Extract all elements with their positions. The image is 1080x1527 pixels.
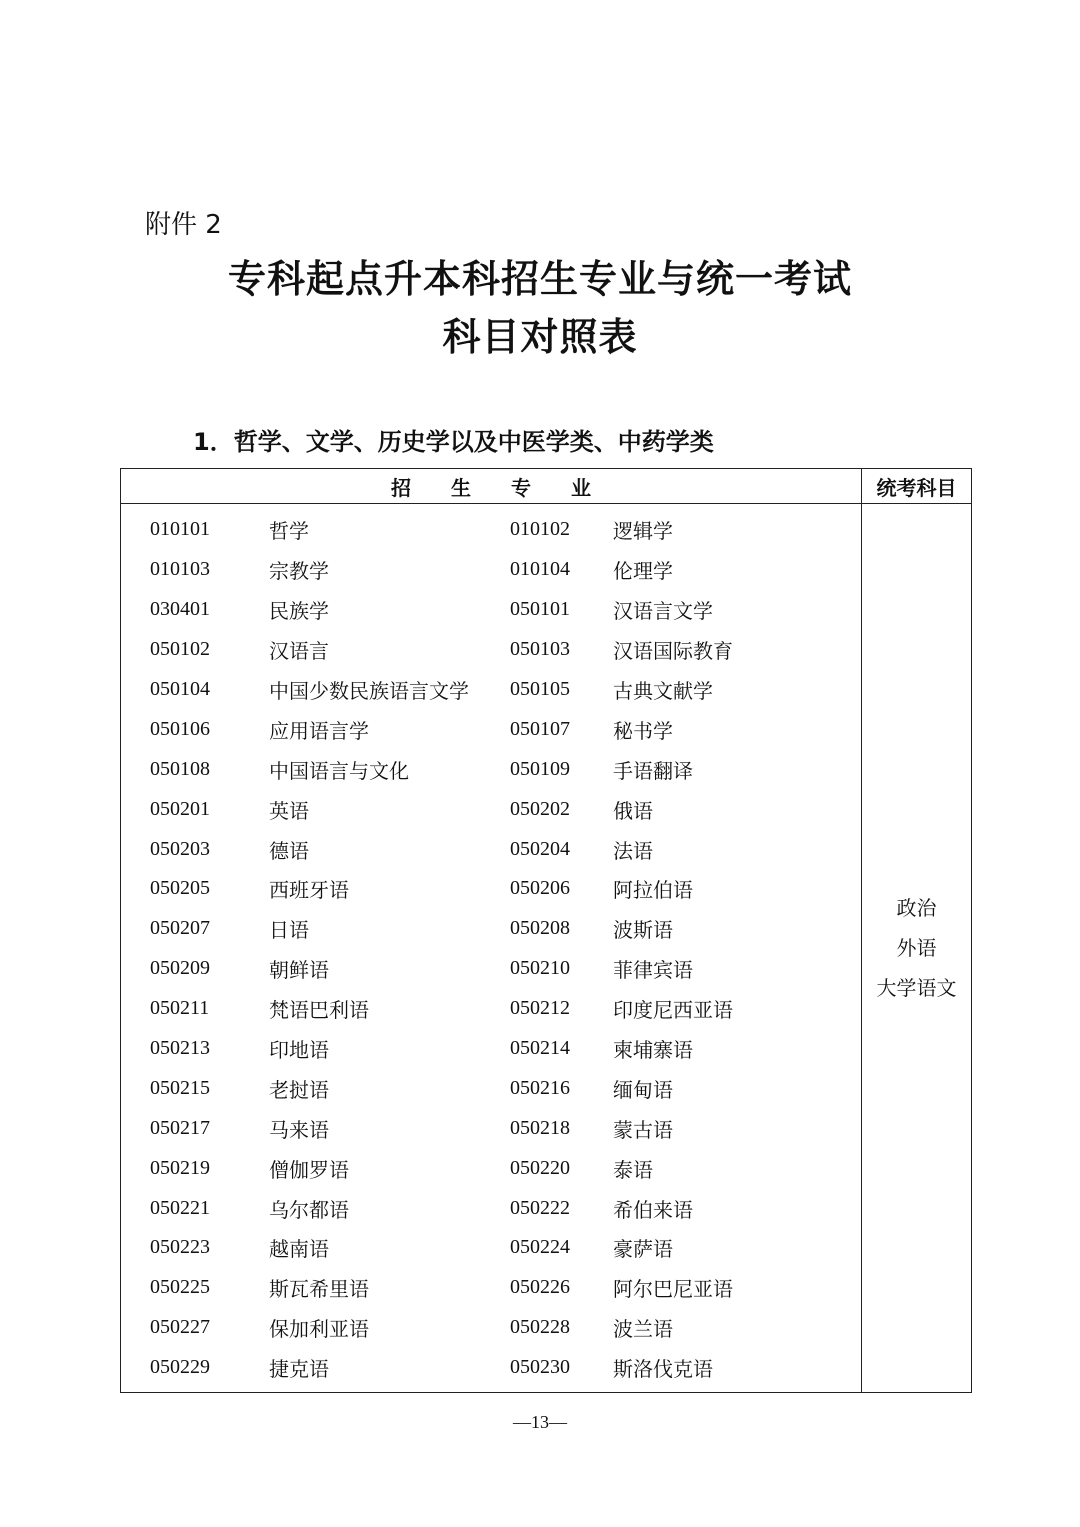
major-name: 手语翻译	[613, 758, 693, 783]
section-heading: 1．哲学、文学、历史学以及中医学类、中药学类	[193, 428, 714, 456]
subject-politics: 政治	[896, 895, 937, 920]
major-name: 乌尔都语	[269, 1197, 349, 1222]
major-name: 西班牙语	[269, 878, 349, 903]
subject-college-chinese: 大学语文	[876, 975, 957, 1000]
major-code: 050101	[510, 598, 570, 621]
major-name: 逻辑学	[613, 519, 673, 544]
major-code: 050225	[150, 1276, 210, 1299]
major-code: 050105	[510, 678, 570, 700]
table-row	[121, 749, 861, 789]
major-code: 050230	[510, 1356, 570, 1379]
major-name: 伦理学	[613, 559, 673, 584]
table-row	[121, 869, 861, 909]
major-name: 英语	[269, 798, 309, 823]
majors-list-cell	[121, 504, 862, 1393]
table-row	[121, 789, 861, 829]
major-code: 050228	[510, 1316, 570, 1339]
major-code: 050224	[510, 1236, 570, 1259]
major-name: 希伯来语	[613, 1197, 693, 1222]
major-code: 050222	[510, 1196, 570, 1219]
major-name: 老挝语	[269, 1077, 329, 1102]
table-row	[121, 1308, 861, 1348]
major-code: 050216	[510, 1076, 570, 1099]
major-name: 斯洛伐克语	[613, 1357, 713, 1382]
table-row	[121, 550, 861, 590]
major-name: 德语	[269, 838, 309, 863]
major-code: 050223	[150, 1236, 210, 1259]
major-name: 宗教学	[269, 559, 329, 584]
document-title-line2: 科目对照表	[442, 315, 638, 359]
major-code: 050203	[150, 837, 210, 860]
major-code: 050210	[510, 957, 570, 980]
major-name: 汉语言	[269, 639, 329, 664]
major-code: 050106	[150, 717, 210, 740]
major-name: 梵语巴利语	[269, 998, 369, 1023]
major-name: 应用语言学	[269, 718, 369, 743]
major-code: 050211	[150, 997, 210, 1020]
major-name: 越南语	[269, 1237, 329, 1262]
major-name: 汉语言文学	[613, 599, 713, 624]
major-name: 印地语	[269, 1038, 329, 1063]
major-code: 050229	[150, 1356, 210, 1379]
table-row	[121, 1068, 861, 1108]
major-code: 050202	[510, 797, 570, 820]
major-code: 010101	[150, 518, 210, 541]
major-code: 010103	[150, 558, 210, 581]
major-name: 中国少数民族语言文学	[269, 679, 469, 703]
major-name: 朝鲜语	[269, 958, 329, 983]
major-code: 010102	[510, 518, 570, 541]
table-row	[121, 590, 861, 630]
major-name: 日语	[269, 918, 309, 943]
major-code: 050227	[150, 1316, 210, 1339]
table-row	[121, 709, 861, 749]
table-row	[121, 1348, 861, 1388]
major-code: 050109	[510, 757, 570, 780]
major-code: 050214	[510, 1037, 570, 1060]
page-number: —13—	[513, 1412, 567, 1432]
major-name: 捷克语	[269, 1357, 329, 1382]
subjects-cell	[862, 504, 972, 1393]
major-name: 法语	[613, 838, 653, 863]
header-majors: 招生专业	[121, 469, 862, 504]
table-row	[121, 949, 861, 989]
major-code: 050207	[150, 917, 210, 940]
subject-foreign-language: 外语	[896, 935, 937, 960]
major-name: 泰语	[613, 1157, 653, 1182]
major-code: 050212	[510, 997, 570, 1020]
major-name: 印度尼西亚语	[613, 998, 733, 1023]
major-name: 俄语	[613, 798, 653, 823]
major-name: 僧伽罗语	[269, 1157, 349, 1182]
table-row	[121, 510, 861, 550]
major-name: 阿尔巴尼亚语	[613, 1277, 733, 1302]
major-name: 中国语言与文化	[269, 758, 409, 783]
major-name: 菲律宾语	[613, 958, 693, 983]
table-row	[121, 670, 861, 710]
major-name: 斯瓦希里语	[269, 1277, 369, 1302]
table-row	[121, 1228, 861, 1268]
major-code: 050215	[150, 1076, 210, 1099]
major-code: 050213	[150, 1037, 210, 1060]
major-name: 阿拉伯语	[613, 878, 693, 903]
major-code: 050220	[510, 1156, 570, 1179]
major-name: 柬埔寨语	[613, 1038, 693, 1063]
major-code: 050221	[150, 1196, 210, 1219]
major-code: 050107	[510, 717, 570, 740]
table-row	[121, 829, 861, 869]
major-name: 古典文献学	[613, 679, 713, 703]
major-code: 050206	[510, 877, 570, 900]
table-row	[121, 909, 861, 949]
major-code: 050218	[510, 1116, 570, 1139]
major-code: 010104	[510, 558, 570, 581]
major-code: 050219	[150, 1156, 210, 1179]
table-header-row	[121, 469, 972, 504]
majors-table	[120, 468, 972, 1393]
major-code: 050104	[150, 678, 210, 700]
major-code: 050204	[510, 837, 570, 860]
major-code: 050108	[150, 757, 210, 780]
table-row	[121, 1148, 861, 1188]
major-code: 030401	[150, 598, 210, 621]
major-code: 050102	[150, 638, 210, 661]
major-name: 秘书学	[613, 718, 673, 743]
header-subjects: 统考科目	[862, 469, 972, 504]
major-name: 缅甸语	[613, 1077, 673, 1102]
major-name: 波斯语	[613, 918, 673, 943]
major-code: 050226	[510, 1276, 570, 1299]
major-name: 哲学	[269, 519, 309, 544]
attachment-label: 附件 2	[145, 210, 222, 240]
major-name: 蒙古语	[613, 1117, 673, 1142]
major-code: 050217	[150, 1116, 210, 1139]
majors-list	[121, 504, 861, 1392]
document-title-line1: 专科起点升本科招生专业与统一考试	[227, 257, 852, 301]
major-name: 豪萨语	[613, 1237, 673, 1262]
table-row	[121, 1268, 861, 1308]
major-name: 保加利亚语	[269, 1317, 369, 1342]
major-code: 050103	[510, 638, 570, 661]
major-code: 050205	[150, 877, 210, 900]
major-code: 050201	[150, 797, 210, 820]
table-row	[121, 989, 861, 1029]
major-name: 民族学	[269, 599, 329, 624]
major-name: 波兰语	[613, 1317, 673, 1342]
major-name: 汉语国际教育	[613, 639, 733, 664]
table-row	[121, 630, 861, 670]
table-row	[121, 1029, 861, 1069]
table-row	[121, 1108, 861, 1148]
major-name: 马来语	[269, 1117, 329, 1142]
major-code: 050208	[510, 917, 570, 940]
major-code: 050209	[150, 957, 210, 980]
table-row	[121, 1188, 861, 1228]
